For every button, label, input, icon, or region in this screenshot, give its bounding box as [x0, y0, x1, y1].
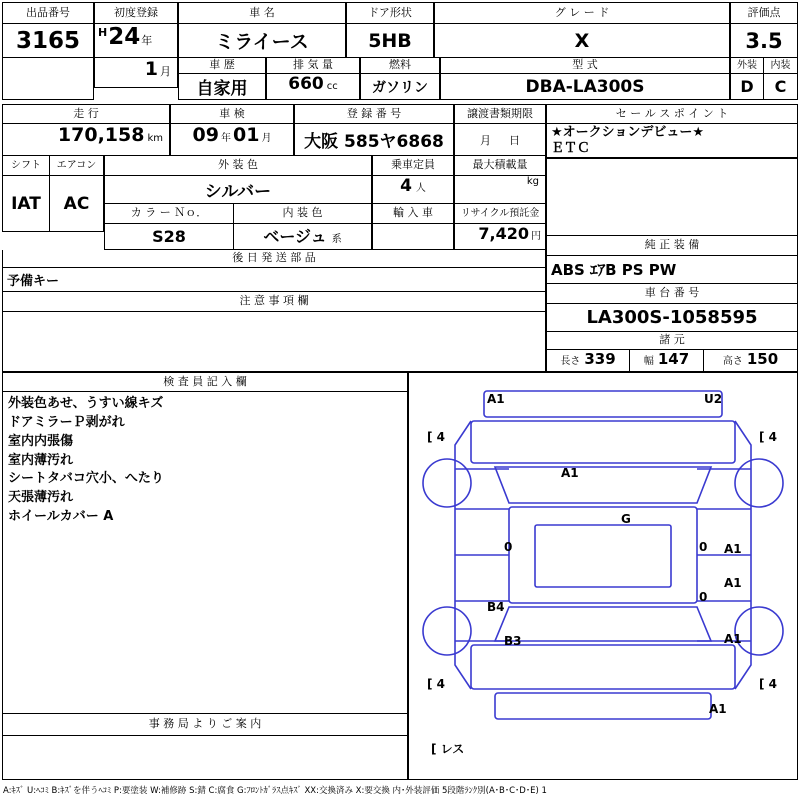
damage-mark: A1 — [561, 466, 579, 480]
lot-number-spacer — [2, 58, 94, 100]
inspection-month-unit: 月 — [261, 133, 272, 144]
transfer-month-unit: 月 — [480, 133, 491, 147]
model-code-label: 型 式 — [440, 58, 730, 74]
damage-mark: B4 — [487, 600, 505, 614]
door-type-label: ドア形状 — [346, 2, 434, 24]
inspector-note-line: ドアミラーＰ剥がれ — [8, 414, 125, 430]
sales-point-extra-area — [546, 158, 798, 236]
height-label: 高さ — [722, 356, 743, 367]
damage-mark: [ 4 — [759, 430, 778, 444]
color-no-value: S28 — [104, 224, 234, 250]
seating-capacity-label: 乗車定員 — [372, 156, 454, 176]
max-load-value — [454, 176, 546, 204]
fuel-value: ガソリン — [360, 74, 440, 100]
recycle-fee-number: 7,420 — [478, 224, 529, 243]
first-registration-era: H — [98, 26, 108, 39]
damage-mark: G — [621, 512, 631, 526]
first-registration-label: 初度登録 — [94, 2, 178, 24]
legend-footer: A:ｷｽﾞ U:ﾍｺﾐ B:ｷｽﾞを伴うﾍｺﾐ P:要塗装 W:補修跡 S:錆 C:腐食 G:ﾌﾛﾝﾄｶﾞﾗｽ点ｷｽﾞ XX:交換済み X:要交換 内･外装評価 5段階ﾗﾝｸ別(A･B･C･D･E) 1 — [3, 786, 547, 796]
recycle-fee-value — [454, 224, 546, 250]
fuel-label: 燃料 — [360, 58, 440, 74]
office-notice-label: 事 務 局 よ り ご 案 内 — [2, 714, 408, 736]
grade-value: X — [434, 24, 730, 58]
transfer-deadline-value — [454, 124, 546, 156]
interior-rank-value: C — [764, 74, 798, 100]
import-label: 輸 入 車 — [372, 204, 454, 224]
first-registration-year: 24 — [108, 24, 141, 50]
max-load-unit: kg — [526, 176, 539, 187]
notes-value — [2, 312, 546, 372]
inspection-value — [170, 124, 294, 156]
shift-label: シフト — [2, 156, 50, 176]
damage-mark: A1 — [709, 702, 727, 716]
seating-capacity-value — [372, 176, 454, 204]
inspector-note-line: シートタバコ穴小、へたり — [8, 471, 164, 487]
chassis-number-label: 車 台 番 号 — [546, 284, 798, 304]
interior-color-label: 内 装 色 — [234, 204, 372, 224]
sales-point-line-2: ＥＴＣ — [551, 141, 591, 157]
first-registration-month-value: 1 — [144, 58, 158, 80]
interior-color-value — [234, 224, 372, 250]
damage-mark: 0 — [504, 540, 513, 554]
width-cell — [630, 350, 704, 372]
damage-mark: 0 — [699, 540, 708, 554]
aircon-label: エアコン — [50, 156, 104, 176]
recycle-fee-unit: 円 — [531, 231, 541, 242]
first-registration-month-unit: 月 — [160, 65, 171, 78]
damage-diagram — [408, 372, 798, 780]
damage-mark: [ レス — [431, 742, 465, 756]
recycle-fee-label: リサイクル預託金 — [454, 204, 546, 224]
shift-value: IAT — [2, 176, 50, 232]
exterior-color-value: シルバー — [104, 176, 372, 204]
interior-color-suffix: 系 — [331, 234, 342, 245]
damage-mark: U2 — [704, 392, 723, 406]
mileage-unit: km — [147, 133, 163, 144]
length-value: 339 — [584, 350, 616, 368]
aircon-value: AC — [50, 176, 104, 232]
damage-mark: A1 — [724, 542, 742, 556]
length-label: 長さ — [560, 356, 581, 367]
score-value: 3.5 — [730, 24, 798, 58]
inspection-year-unit: 年 — [221, 133, 231, 144]
history-value: 自家用 — [178, 74, 266, 100]
displacement-number: 660 — [288, 74, 324, 94]
sales-point-value — [546, 124, 798, 158]
damage-mark: A1 — [487, 392, 505, 406]
import-value — [372, 224, 454, 250]
car-name-value: ミライース — [178, 24, 346, 58]
lot-number-value: 3165 — [2, 24, 94, 58]
first-registration-year-unit: 年 — [141, 34, 153, 47]
first-registration-month — [94, 58, 178, 88]
mileage-label: 走 行 — [2, 104, 170, 124]
inspector-note-line: 室内薄汚れ — [8, 452, 74, 468]
height-cell — [704, 350, 798, 372]
grade-label: グ レ ー ド — [434, 2, 730, 24]
exterior-rank-label: 外装 — [730, 58, 764, 74]
inspection-year: 09 — [192, 124, 219, 146]
inspector-note-line: 室内内張傷 — [8, 433, 74, 449]
seating-capacity-number: 4 — [400, 176, 412, 196]
damage-mark: [ 4 — [427, 677, 446, 691]
inspector-note-line: 外装色あせ、うすい線キズ — [8, 396, 164, 411]
inspection-label: 車 検 — [170, 104, 294, 124]
width-label: 幅 — [643, 356, 654, 367]
max-load-label: 最大積載量 — [454, 156, 546, 176]
inspection-month: 01 — [233, 124, 260, 146]
exterior-color-label: 外 装 色 — [104, 156, 372, 176]
damage-mark: B3 — [504, 634, 522, 648]
displacement-unit: cc — [326, 81, 338, 92]
sales-point-line-1: ★オークションデビュー★ — [551, 125, 705, 140]
transfer-deadline-label: 譲渡書類期限 — [454, 104, 546, 124]
mileage-value — [2, 124, 170, 156]
later-parts-value: 予備キー — [2, 268, 546, 292]
history-label: 車 歴 — [178, 58, 266, 74]
width-value: 147 — [657, 350, 690, 368]
transfer-day-unit: 日 — [509, 133, 520, 147]
interior-rank-label: 内装 — [764, 58, 798, 74]
registration-number-label: 登 録 番 号 — [294, 104, 454, 124]
damage-mark: [ 4 — [759, 677, 778, 691]
mileage-number: 170,158 — [57, 124, 145, 146]
damage-mark: A1 — [724, 576, 742, 590]
genuine-equipment-value: ABS ｴｱB PS PW — [546, 256, 798, 284]
score-label: 評価点 — [730, 2, 798, 24]
length-cell — [546, 350, 630, 372]
registration-number-value: 大阪 585ヤ6868 — [294, 124, 454, 156]
door-type-value: 5HB — [346, 24, 434, 58]
inspector-notes-body — [2, 392, 408, 714]
color-no-label: カ ラ ー Ｎｏ． — [104, 204, 234, 224]
later-parts-label: 後 日 発 送 部 品 — [2, 250, 546, 268]
seating-capacity-unit: 人 — [415, 183, 426, 194]
damage-mark: A1 — [724, 632, 742, 646]
interior-color-text: ベージュ — [263, 227, 327, 246]
height-value: 150 — [746, 350, 779, 368]
notes-label: 注 意 事 項 欄 — [2, 292, 546, 312]
sales-point-label: セ ー ル ス ポ イ ン ト — [546, 104, 798, 124]
inspector-notes-label: 検 査 員 記 入 欄 — [2, 372, 408, 392]
chassis-number-value: LA300S-1058595 — [546, 304, 798, 332]
model-code-value: DBA-LA300S — [440, 74, 730, 100]
inspector-note-line: 天張薄汚れ — [8, 490, 74, 506]
damage-mark: 0 — [699, 590, 708, 604]
genuine-equipment-label: 純 正 装 備 — [546, 236, 798, 256]
dimensions-label: 諸 元 — [546, 332, 798, 350]
displacement-label: 排 気 量 — [266, 58, 360, 74]
office-notice-body — [2, 736, 408, 780]
inspector-note-line: ホイールカバー A — [8, 509, 114, 525]
car-diagram-svg — [409, 373, 797, 779]
displacement-value — [266, 74, 360, 100]
damage-mark: [ 4 — [427, 430, 446, 444]
exterior-rank-value: D — [730, 74, 764, 100]
car-name-label: 車 名 — [178, 2, 346, 24]
first-registration-value — [94, 24, 178, 58]
lot-number-label: 出品番号 — [2, 2, 94, 24]
